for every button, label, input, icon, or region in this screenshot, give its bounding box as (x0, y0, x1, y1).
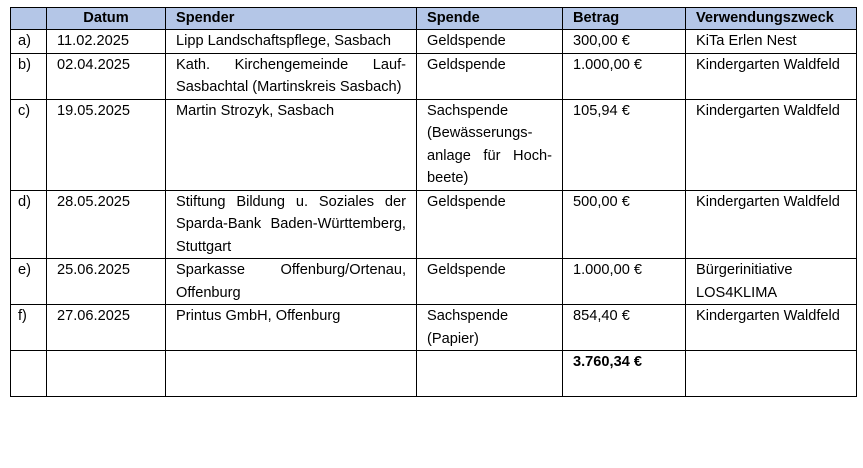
row-betrag: 1.000,00 € (563, 53, 686, 99)
row-betrag: 1.000,00 € (563, 259, 686, 305)
header-letter (11, 8, 47, 30)
table-row (11, 305, 857, 351)
header-betrag: Betrag (563, 8, 686, 30)
donations-table (10, 7, 857, 397)
row-spender: Printus GmbH, Offenburg (166, 305, 417, 351)
total-empty-cell (47, 351, 166, 397)
header-datum: Datum (47, 8, 166, 30)
row-letter: e) (11, 259, 47, 305)
row-spende: Geldspende (417, 259, 563, 305)
row-verwendungszweck: Bürgerinitiative LOS4KLIMA (686, 259, 857, 305)
row-betrag: 300,00 € (563, 30, 686, 54)
row-spende: Sachspende (Papier) (417, 305, 563, 351)
row-verwendungszweck: Kindergarten Waldfeld (686, 305, 857, 351)
total-empty-cell (686, 351, 857, 397)
row-betrag: 105,94 € (563, 99, 686, 190)
row-verwendungszweck: Kindergarten Waldfeld (686, 190, 857, 259)
row-datum: 25.06.2025 (47, 259, 166, 305)
row-verwendungszweck: KiTa Erlen Nest (686, 30, 857, 54)
row-datum: 28.05.2025 (47, 190, 166, 259)
total-empty-cell (11, 351, 47, 397)
row-betrag: 500,00 € (563, 190, 686, 259)
row-letter: d) (11, 190, 47, 259)
row-spende: Sachspende (Bewässerungs-anlage für Hoch-beete) (417, 99, 563, 190)
total-amount: 3.760,34 € (563, 351, 686, 397)
row-spender: Kath. Kirchengemeinde Lauf-Sasbachtal (Martinskreis Sasbach) (166, 53, 417, 99)
row-datum: 02.04.2025 (47, 53, 166, 99)
row-letter: f) (11, 305, 47, 351)
row-verwendungszweck: Kindergarten Waldfeld (686, 53, 857, 99)
header-spende: Spende (417, 8, 563, 30)
row-letter: b) (11, 53, 47, 99)
header-verwendungszweck: Verwendungszweck (686, 8, 857, 30)
row-spender: Stiftung Bildung u. Soziales der Sparda-Bank Baden-Württemberg, Stuttgart (166, 190, 417, 259)
row-spender: Martin Strozyk, Sasbach (166, 99, 417, 190)
row-spende: Geldspende (417, 30, 563, 54)
table-row (11, 259, 857, 305)
row-verwendungszweck: Kindergarten Waldfeld (686, 99, 857, 190)
header-spender: Spender (166, 8, 417, 30)
row-spender: Lipp Landschaftspflege, Sasbach (166, 30, 417, 54)
row-datum: 27.06.2025 (47, 305, 166, 351)
table-header-row (11, 8, 857, 30)
row-spende: Geldspende (417, 190, 563, 259)
table-row (11, 53, 857, 99)
table-row (11, 190, 857, 259)
row-letter: c) (11, 99, 47, 190)
total-row (11, 351, 857, 397)
total-empty-cell (417, 351, 563, 397)
total-empty-cell (166, 351, 417, 397)
row-datum: 11.02.2025 (47, 30, 166, 54)
row-spender: Sparkasse Offenburg/Ortenau, Offenburg (166, 259, 417, 305)
row-datum: 19.05.2025 (47, 99, 166, 190)
table-row (11, 30, 857, 54)
row-letter: a) (11, 30, 47, 54)
row-betrag: 854,40 € (563, 305, 686, 351)
row-spende: Geldspende (417, 53, 563, 99)
table-row (11, 99, 857, 190)
